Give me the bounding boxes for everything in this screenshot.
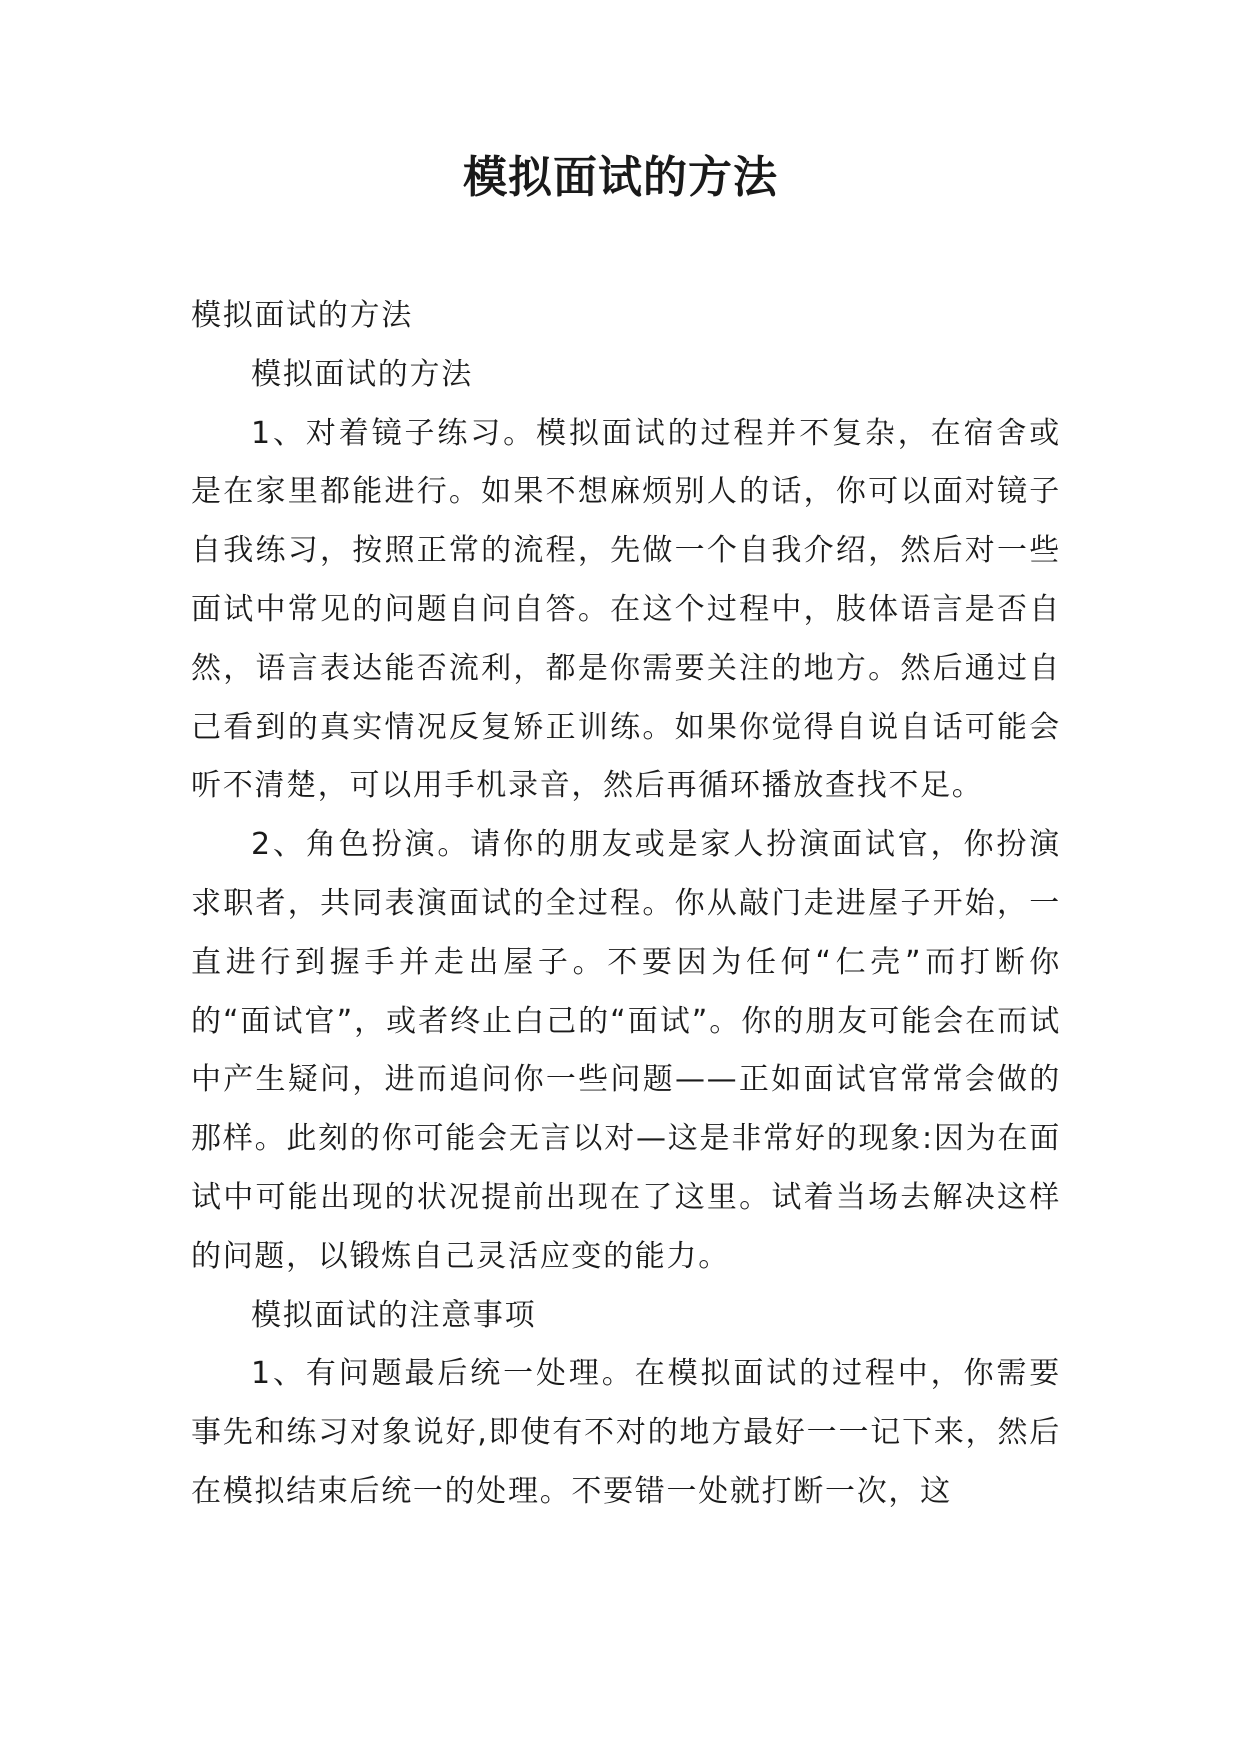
- section-heading-notes: 模拟面试的注意事项: [251, 1297, 537, 1333]
- document-body: [191, 287, 1061, 1522]
- paragraph-handle-issues: 1、有问题最后统一处理。在模拟面试的过程中，你需要事先和练习对象说好,即使有不对的地方最好一一记下来，然后在模拟结束后统一的处理。不要错一处就打断一次，这: [191, 1356, 1061, 1509]
- document-title: 模拟面试的方法: [463, 152, 778, 203]
- section-heading-methods: 模拟面试的方法: [251, 356, 473, 392]
- paragraph-mirror-practice: 1、对着镜子练习。模拟面试的过程并不复杂，在宿舍或是在家里都能进行。如果不想麻烦别人的话，你可以面对镜子自我练习，按照正常的流程，先做一个自我介绍，然后对一些面试中常见的问题自问自答。在这个过程中，肢体语言是否自然，语言表达能否流利，都是你需要关注的地方。然后通过自己看到的真实情况反复矫正训练。如果你觉得自说自话可能会听不清楚，可以用手机录音，然后再循环播放查找不足。: [191, 415, 1061, 804]
- paragraph-role-play: 2、角色扮演。请你的朋友或是家人扮演面试官，你扮演求职者，共同表演面试的全过程。你从敲门走进屋子开始，一直进行到握手并走出屋子。不要因为任何“仁壳”而打断你的“面试官”，或者终止白己的“面试”。你的朋友可能会在而试中产生疑问，进而追问你一些问题——正如面试官常常会做的那样。此刻的你可能会无言以对—这是非常好的现象:因为在面试中可能出现的状况提前出现在了这里。试着当场去解决这样的问题，以锻炼自己灵活应变的能力。: [191, 827, 1061, 1274]
- heading-line: 模拟面试的方法: [191, 298, 413, 333]
